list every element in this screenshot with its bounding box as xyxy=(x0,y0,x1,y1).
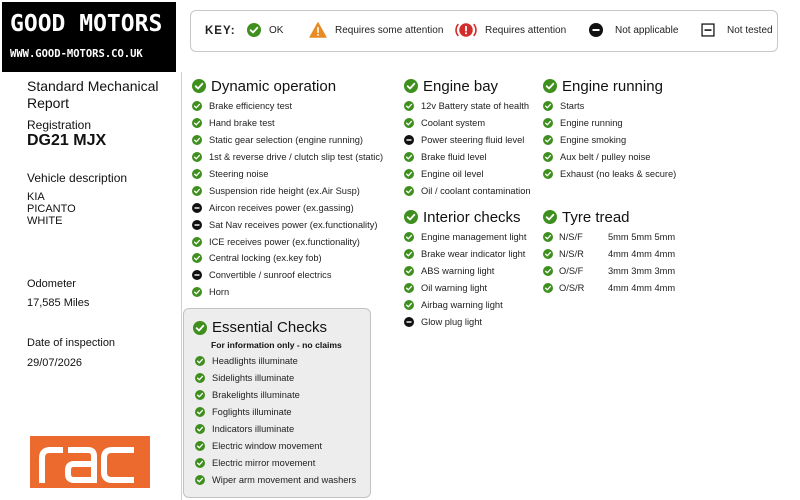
ok-icon xyxy=(192,118,202,128)
check-item xyxy=(404,132,531,149)
section-dynamic-operation xyxy=(192,76,383,301)
ok-icon xyxy=(247,23,261,37)
column-divider xyxy=(181,72,182,500)
check-item-label: Power steering fluid level xyxy=(421,135,525,146)
ok-icon xyxy=(192,186,202,196)
check-list xyxy=(543,98,676,182)
check-list xyxy=(195,353,356,488)
ok-icon xyxy=(543,266,553,276)
check-item-label: Oil / coolant contamination xyxy=(421,185,531,196)
check-list xyxy=(404,229,526,330)
check-item xyxy=(404,263,526,280)
check-item-label: Engine running xyxy=(560,118,623,129)
ok-icon xyxy=(543,152,553,162)
check-item-label: ICE receives power (ex.functionality) xyxy=(209,236,360,247)
check-item-label: Engine oil level xyxy=(421,169,484,179)
report-title: Standard Mechanical Report xyxy=(27,78,159,111)
check-item xyxy=(404,182,531,199)
check-item xyxy=(404,246,526,263)
section-title-text: Engine running xyxy=(562,77,663,95)
check-item-label: Sat Nav receives power (ex.functionality) xyxy=(209,219,378,230)
section-title-text: Engine bay xyxy=(423,77,499,95)
not-applicable-icon xyxy=(589,23,603,37)
section-title-text: Dynamic operation xyxy=(211,77,337,95)
check-item xyxy=(192,250,383,267)
section-tyre-tread xyxy=(543,207,675,297)
not-applicable-icon xyxy=(404,317,414,327)
inspection-date-label: Date of inspection xyxy=(27,337,116,349)
section-title-text: Interior checks xyxy=(423,208,521,226)
check-item-label: 1st & reverse drive / clutch slip test (static) xyxy=(209,152,384,163)
tyre-position: O/S/R xyxy=(559,283,585,294)
check-item xyxy=(195,353,356,370)
check-item-label: Foglights illuminate xyxy=(212,407,292,418)
check-item-label: Electric window movement xyxy=(212,440,323,451)
check-item xyxy=(195,404,356,421)
check-item xyxy=(543,115,676,132)
section-title-text: Essential Checks xyxy=(212,319,328,336)
tyre-row xyxy=(543,280,675,297)
ok-icon xyxy=(193,321,207,335)
key-not-applicable-label: Not applicable xyxy=(615,24,679,36)
ok-icon xyxy=(543,210,557,224)
check-item xyxy=(192,267,383,284)
check-item-label: Brakelights illuminate xyxy=(212,390,300,401)
check-item-label: Brake efficiency test xyxy=(209,101,293,112)
section-title xyxy=(543,207,675,227)
check-list xyxy=(192,98,383,301)
essential-subtitle: For information only - no claims xyxy=(211,340,342,350)
section-engine-bay xyxy=(404,76,531,199)
vehicle-description xyxy=(27,191,76,227)
check-item-label: Headlights illuminate xyxy=(212,356,298,367)
ok-icon xyxy=(404,101,414,111)
check-item xyxy=(195,454,356,471)
check-item xyxy=(404,229,526,246)
ok-icon xyxy=(404,79,418,93)
not-tested-icon xyxy=(701,23,715,37)
check-item-label: Aux belt / pulley noise xyxy=(560,152,651,163)
check-item-label: Coolant system xyxy=(421,118,486,129)
check-item xyxy=(192,182,383,199)
section-title-text: Tyre tread xyxy=(562,208,630,226)
check-item-label: Oil warning light xyxy=(421,283,488,294)
check-item-label: 12v Battery state of health xyxy=(421,101,530,112)
key-not-tested xyxy=(701,19,773,41)
ok-icon xyxy=(192,101,202,111)
ok-icon xyxy=(195,373,205,383)
check-item-label: Engine smoking xyxy=(560,135,627,146)
section-title xyxy=(543,76,676,96)
check-item xyxy=(192,132,383,149)
ok-icon xyxy=(404,249,414,259)
ok-icon xyxy=(192,169,202,179)
not-applicable-icon xyxy=(192,270,202,280)
check-item-label: Brake wear indicator light xyxy=(421,249,526,260)
tyre-row xyxy=(543,263,675,280)
check-item xyxy=(192,199,383,216)
ok-icon xyxy=(543,79,557,93)
tyre-position: N/S/R xyxy=(559,249,584,260)
check-item-label: Central locking (ex.key fob) xyxy=(209,253,322,264)
tyre-depths: 3mm 3mm 3mm xyxy=(608,266,676,277)
check-item xyxy=(195,370,356,387)
check-item xyxy=(404,166,531,183)
logo-url: WWW.GOOD-MOTORS.CO.UK xyxy=(10,48,143,60)
registration-value: DG21 MJX xyxy=(27,132,107,149)
ok-icon xyxy=(192,237,202,247)
check-item xyxy=(192,166,383,183)
check-item-label: Airbag warning light xyxy=(421,300,503,310)
check-item xyxy=(404,149,531,166)
check-item-label: Horn xyxy=(209,287,230,298)
key-requires-attention-label: Requires attention xyxy=(485,24,567,36)
rac-logo xyxy=(30,436,150,488)
section-title xyxy=(404,76,531,96)
ok-icon xyxy=(195,458,205,468)
odometer-label: Odometer xyxy=(27,278,76,290)
check-item-label: Steering noise xyxy=(209,169,269,179)
registration-label: Registration xyxy=(27,118,92,132)
check-item xyxy=(404,313,526,330)
ok-icon xyxy=(543,232,553,242)
key-not-applicable xyxy=(589,19,678,41)
check-item xyxy=(543,149,676,166)
key-ok-label: OK xyxy=(269,24,284,36)
ok-icon xyxy=(195,475,205,485)
ok-icon xyxy=(404,210,418,224)
check-item-label: Suspension ride height (ex.Air Susp) xyxy=(209,185,360,196)
ok-icon xyxy=(404,169,414,179)
ok-icon xyxy=(404,266,414,276)
check-item-label: Exhaust (no leaks & secure) xyxy=(560,169,677,179)
ok-icon xyxy=(404,186,414,196)
tyre-position: O/S/F xyxy=(559,266,584,277)
ok-icon xyxy=(404,283,414,293)
vehicle-model: PICANTO xyxy=(27,203,76,215)
not-applicable-icon xyxy=(192,203,202,213)
check-item xyxy=(195,421,356,438)
ok-icon xyxy=(195,424,205,434)
ok-icon xyxy=(404,232,414,242)
tyre-depths: 4mm 4mm 4mm xyxy=(608,283,676,294)
ok-icon xyxy=(195,390,205,400)
section-interior-checks xyxy=(404,207,526,330)
check-item-label: Aircon receives power (ex.gassing) xyxy=(209,202,354,213)
good-motors-logo xyxy=(2,2,176,72)
check-item-label: Glow plug light xyxy=(421,316,482,327)
check-item-label: Hand brake test xyxy=(209,118,275,129)
key-some-attention xyxy=(309,19,443,41)
not-applicable-icon xyxy=(404,135,414,145)
ok-icon xyxy=(195,441,205,451)
ok-icon xyxy=(404,300,414,310)
check-item xyxy=(543,132,676,149)
ok-icon xyxy=(404,152,414,162)
check-item-label: Indicators illuminate xyxy=(212,424,295,434)
check-item xyxy=(543,98,676,115)
check-item xyxy=(404,280,526,297)
key-title: KEY: xyxy=(205,25,236,37)
vehicle-make: KIA xyxy=(27,191,45,203)
ok-icon xyxy=(192,79,206,93)
ok-icon xyxy=(404,118,414,128)
ok-icon xyxy=(543,249,553,259)
warning-triangle-icon xyxy=(309,22,327,38)
check-item-label: Engine management light xyxy=(421,232,527,243)
ok-icon xyxy=(195,356,205,366)
check-item xyxy=(192,98,383,115)
tyre-row xyxy=(543,246,675,263)
not-applicable-icon xyxy=(192,220,202,230)
check-item-label: Convertible / sunroof electrics xyxy=(209,270,332,281)
check-item-label: Static gear selection (engine running) xyxy=(209,135,364,146)
check-item xyxy=(195,437,356,454)
alert-icon xyxy=(455,21,477,39)
check-item xyxy=(404,98,531,115)
check-item xyxy=(192,233,383,250)
ok-icon xyxy=(543,118,553,128)
tyre-position: N/S/F xyxy=(559,232,583,243)
ok-icon xyxy=(195,407,205,417)
check-item-label: Wiper arm movement and washers xyxy=(212,474,357,485)
status-key xyxy=(190,10,778,52)
ok-icon xyxy=(543,101,553,111)
check-item xyxy=(195,471,356,488)
ok-icon xyxy=(192,253,202,263)
tyre-row xyxy=(543,229,675,246)
vehicle-colour: WHITE xyxy=(27,215,63,227)
check-item xyxy=(195,387,356,404)
check-item-label: Starts xyxy=(560,101,585,112)
check-list xyxy=(404,98,531,199)
ok-icon xyxy=(192,135,202,145)
vehicle-description-label: Vehicle description xyxy=(27,171,128,185)
check-item xyxy=(404,297,526,314)
section-title xyxy=(192,76,383,96)
key-some-attention-label: Requires some attention xyxy=(335,24,444,36)
check-item xyxy=(192,216,383,233)
ok-icon xyxy=(192,152,202,162)
key-requires-attention xyxy=(455,19,566,41)
section-title xyxy=(404,207,526,227)
check-item xyxy=(192,149,383,166)
logo-title: GOOD MOTORS xyxy=(10,11,163,37)
tyre-depths: 4mm 4mm 4mm xyxy=(608,249,676,260)
section-title xyxy=(193,319,327,336)
section-essential-checks xyxy=(183,308,371,498)
tyre-depths: 5mm 5mm 5mm xyxy=(608,232,676,243)
ok-icon xyxy=(543,169,553,179)
ok-icon xyxy=(543,283,553,293)
check-item xyxy=(543,166,676,183)
check-item-label: Sidelights illuminate xyxy=(212,373,295,384)
check-item-label: ABS warning light xyxy=(421,266,495,277)
inspection-date-value: 29/07/2026 xyxy=(27,357,83,369)
key-not-tested-label: Not tested xyxy=(727,24,773,36)
tyre-list xyxy=(543,229,675,297)
check-item xyxy=(192,115,383,132)
section-engine-running xyxy=(543,76,676,182)
ok-icon xyxy=(543,135,553,145)
ok-icon xyxy=(192,287,202,297)
check-item-label: Electric mirror movement xyxy=(212,457,316,468)
check-item xyxy=(192,284,383,301)
odometer-value: 17,585 Miles xyxy=(27,297,90,309)
check-item xyxy=(404,115,531,132)
key-ok xyxy=(247,19,283,41)
check-item-label: Brake fluid level xyxy=(421,152,487,163)
